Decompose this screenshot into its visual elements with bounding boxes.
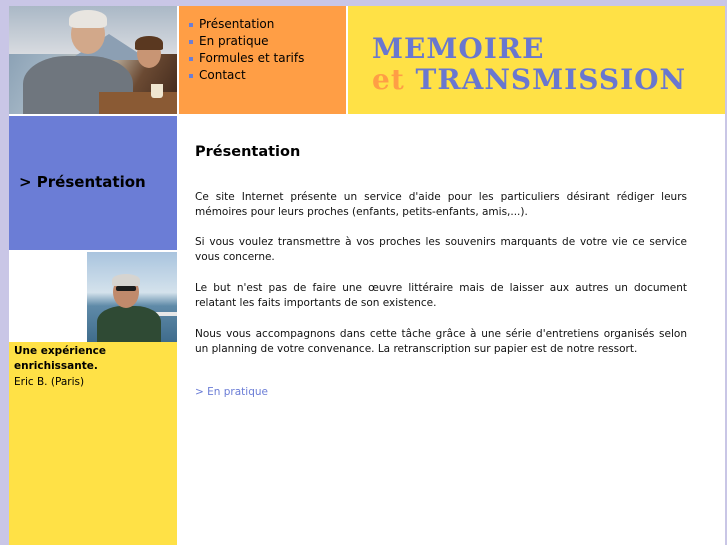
site-logo[interactable] xyxy=(348,6,725,114)
logo-line2 xyxy=(372,63,686,96)
nav-item-label: Présentation xyxy=(199,17,275,31)
testimonial-box xyxy=(9,342,177,545)
main-navigation xyxy=(179,6,346,114)
nav-item-label: Formules et tarifs xyxy=(199,51,305,65)
page-title: Présentation xyxy=(195,144,301,160)
sidebar-section-label: > Présentation xyxy=(19,173,146,191)
square-bullet-icon xyxy=(189,57,193,61)
testimonial-author: Eric B. (Paris) xyxy=(14,376,85,388)
logo-transmission: TRANSMISSION xyxy=(415,63,687,96)
sidebar-section-box xyxy=(9,116,177,250)
testimonial-quote: Une expérience enrichissante. xyxy=(14,345,107,372)
square-bullet-icon xyxy=(189,23,193,27)
nav-item-label: Contact xyxy=(199,68,246,82)
page-frame xyxy=(9,6,725,545)
testimonial-photo xyxy=(87,252,177,342)
nav-item-en-pratique[interactable] xyxy=(189,33,346,50)
logo-line1: MEMOIRE xyxy=(372,32,545,65)
next-page-link[interactable]: > En pratique xyxy=(195,386,268,398)
paragraph: Si vous voulez transmettre à vos proches les souvenirs marquants de votre vie ce service vous concerne. xyxy=(195,236,687,263)
header-photo-grandfather-child xyxy=(9,6,177,114)
nav-item-presentation[interactable] xyxy=(189,16,346,33)
logo-et: et xyxy=(372,63,405,96)
nav-item-formules-tarifs[interactable] xyxy=(189,50,346,67)
square-bullet-icon xyxy=(189,40,193,44)
nav-item-contact[interactable] xyxy=(189,67,346,84)
nav-item-label: En pratique xyxy=(199,34,269,48)
paragraph: Ce site Internet présente un service d'aide pour les particuliers désirant rédiger leurs mémoires pour leurs proches (enfants, petits-enfants, amis,...). xyxy=(195,191,687,218)
paragraph: Nous vous accompagnons dans cette tâche grâce à une série d'entretiens organisés selon un planning de votre convenance. La retranscription sur papier est de notre ressort. xyxy=(195,328,687,355)
paragraph: Le but n'est pas de faire une œuvre littéraire mais de laisser aux autres un document relatant les faits importants de son existence. xyxy=(195,282,687,309)
square-bullet-icon xyxy=(189,74,193,78)
